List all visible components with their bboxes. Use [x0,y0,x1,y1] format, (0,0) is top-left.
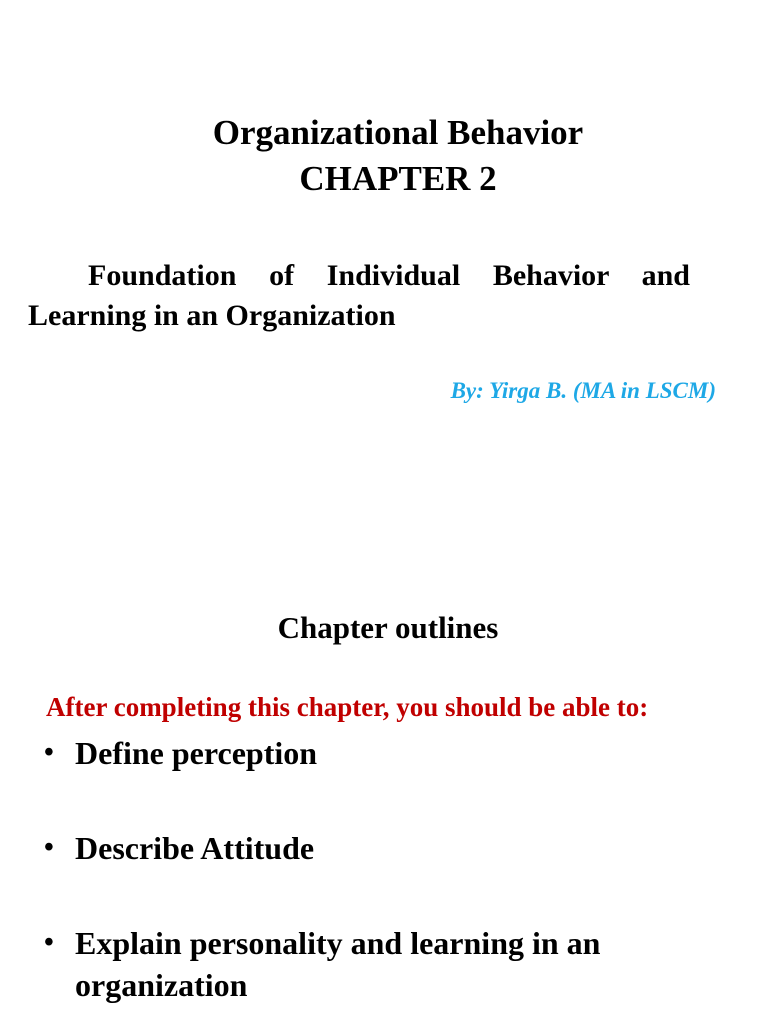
bullet-icon: • [44,832,54,863]
list-item-text: Describe Attitude [75,830,315,866]
list-item-text: Define perception [75,735,318,771]
bullet-icon: • [44,737,54,768]
outline-heading: Chapter outlines [277,610,499,645]
slide-title [0,110,768,202]
list-item [44,922,704,1006]
bullet-icon: • [44,927,54,958]
author-credit: By: Yirga B. (MA in LSCM) [450,378,716,403]
list-item [44,827,704,869]
title-chapter-number: CHAPTER 2 [299,159,497,198]
chapter-subtitle: Foundation of Individual Behavior and Learning in an Organization [28,259,690,332]
objectives-intro: After completing this chapter, you should be able to: [46,692,649,722]
list-item [44,732,704,774]
list-item-text: Explain personality and learning in an organization [75,925,601,1003]
title-course-name: Organizational Behavior [212,113,584,152]
